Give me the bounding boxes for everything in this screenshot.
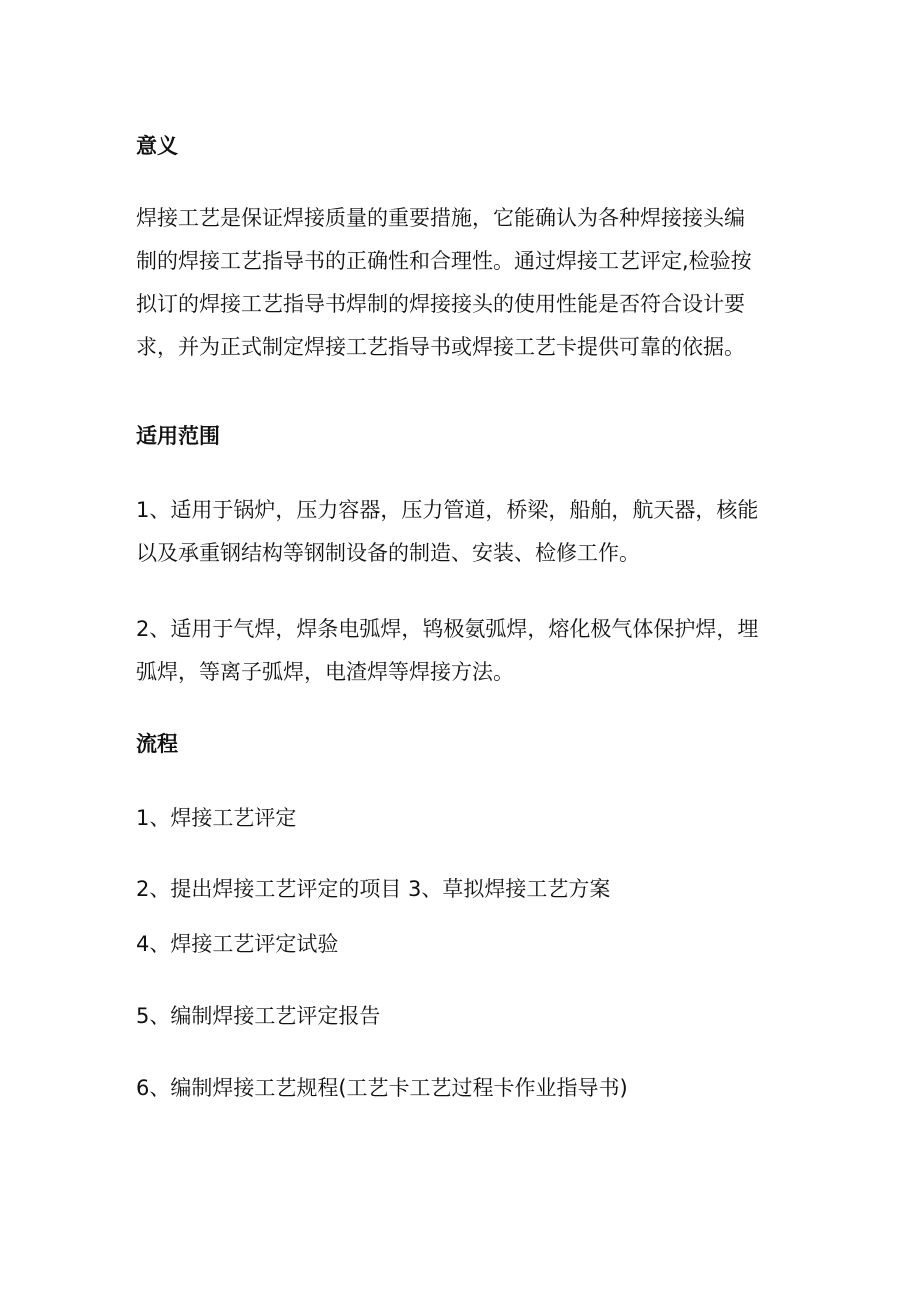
process-item: 5、编制焊接工艺评定报告 <box>136 1004 381 1028</box>
scope-item-line: 以及承重钢结构等钢制设备的制造、安装、检修工作。 <box>136 541 640 565</box>
process-item: 2、提出焊接工艺评定的项目 3、草拟焊接工艺方案 <box>136 877 611 901</box>
section-heading-process: 流程 <box>136 732 178 756</box>
scope-item-line: 2、适用于气焊，焊条电弧焊，鸨极氨弧焊，熔化极气体保护焊，埋 <box>136 617 759 641</box>
process-item: 1、焊接工艺评定 <box>136 806 297 830</box>
meaning-paragraph <box>136 197 786 369</box>
scope-item-line: 弧焊，等离子弧焊，电渣焊等焊接方法。 <box>136 660 514 684</box>
meaning-line: 制的焊接工艺指导书的正确性和合理性。通过焊接工艺评定,检验按 <box>136 249 752 273</box>
meaning-line: 焊接工艺是保证焊接质量的重要措施，它能确认为各种焊接接头编 <box>136 206 745 230</box>
scope-item-2 <box>136 608 786 694</box>
scope-item-line: 1、适用于锅炉，压力容器，压力管道，桥梁，船舶，航天器，核能 <box>136 498 759 522</box>
scope-item-1 <box>136 489 786 575</box>
section-heading-meaning: 意义 <box>136 134 178 158</box>
process-item: 4、焊接工艺评定试验 <box>136 932 339 956</box>
meaning-line: 求，并为正式制定焊接工艺指导书或焊接工艺卡提供可靠的依据。 <box>136 335 745 359</box>
process-item: 6、编制焊接工艺规程(工艺卡工艺过程卡作业指导书) <box>136 1076 628 1100</box>
meaning-line: 拟订的焊接工艺指导书焊制的焊接接头的使用性能是否符合设计要 <box>136 292 745 316</box>
section-heading-scope: 适用范围 <box>136 424 220 448</box>
